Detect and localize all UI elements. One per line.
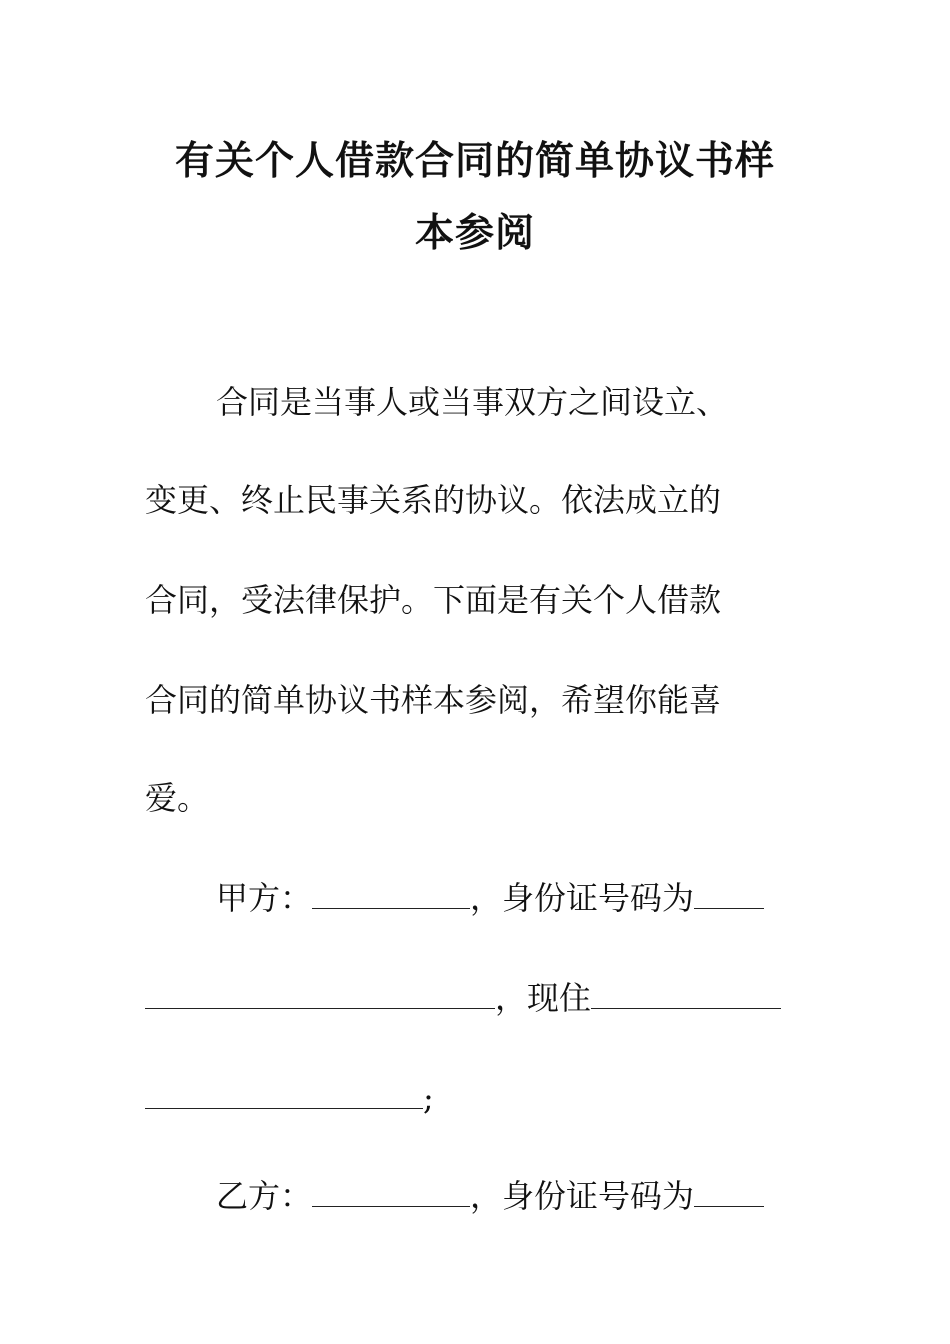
intro-line-1: 合同是当事人或当事双方之间设立、 (216, 383, 729, 421)
intro-line-4: 合同的简单协议书样本参阅，希望你能喜 (145, 681, 722, 719)
party-a-address-blank-end[interactable] (145, 1078, 423, 1109)
party-a-line-end: ; (423, 1079, 434, 1117)
party-a-name-blank[interactable] (312, 878, 470, 909)
party-a-id-blank-end[interactable] (145, 978, 495, 1009)
party-a-line-3 (145, 1078, 434, 1118)
intro-line-2: 变更、终止民事关系的协议。依法成立的 (145, 481, 722, 519)
party-a-address-blank-start[interactable] (591, 978, 781, 1009)
party-a-id-label: ，身份证号码为 (470, 879, 695, 917)
party-b-name-blank[interactable] (312, 1176, 470, 1207)
party-a-id-blank-start[interactable] (694, 878, 764, 909)
party-a-line-2 (145, 978, 781, 1018)
party-b-label: 乙方： (216, 1177, 313, 1215)
party-b-id-blank-start[interactable] (694, 1176, 764, 1207)
party-a-label: 甲方： (216, 879, 313, 917)
document-title-line-2: 本参阅 (414, 211, 535, 256)
intro-line-5: 爱。 (145, 779, 210, 817)
party-b-id-label: ，身份证号码为 (470, 1177, 695, 1215)
intro-line-3: 合同，受法律保护。下面是有关个人借款 (145, 581, 722, 619)
document-title-line-1: 有关个人借款合同的简单协议书样 (174, 139, 775, 184)
party-a-line-1 (216, 878, 764, 918)
party-b-line-1 (216, 1176, 764, 1216)
party-a-address-label: ，现住 (495, 979, 592, 1017)
